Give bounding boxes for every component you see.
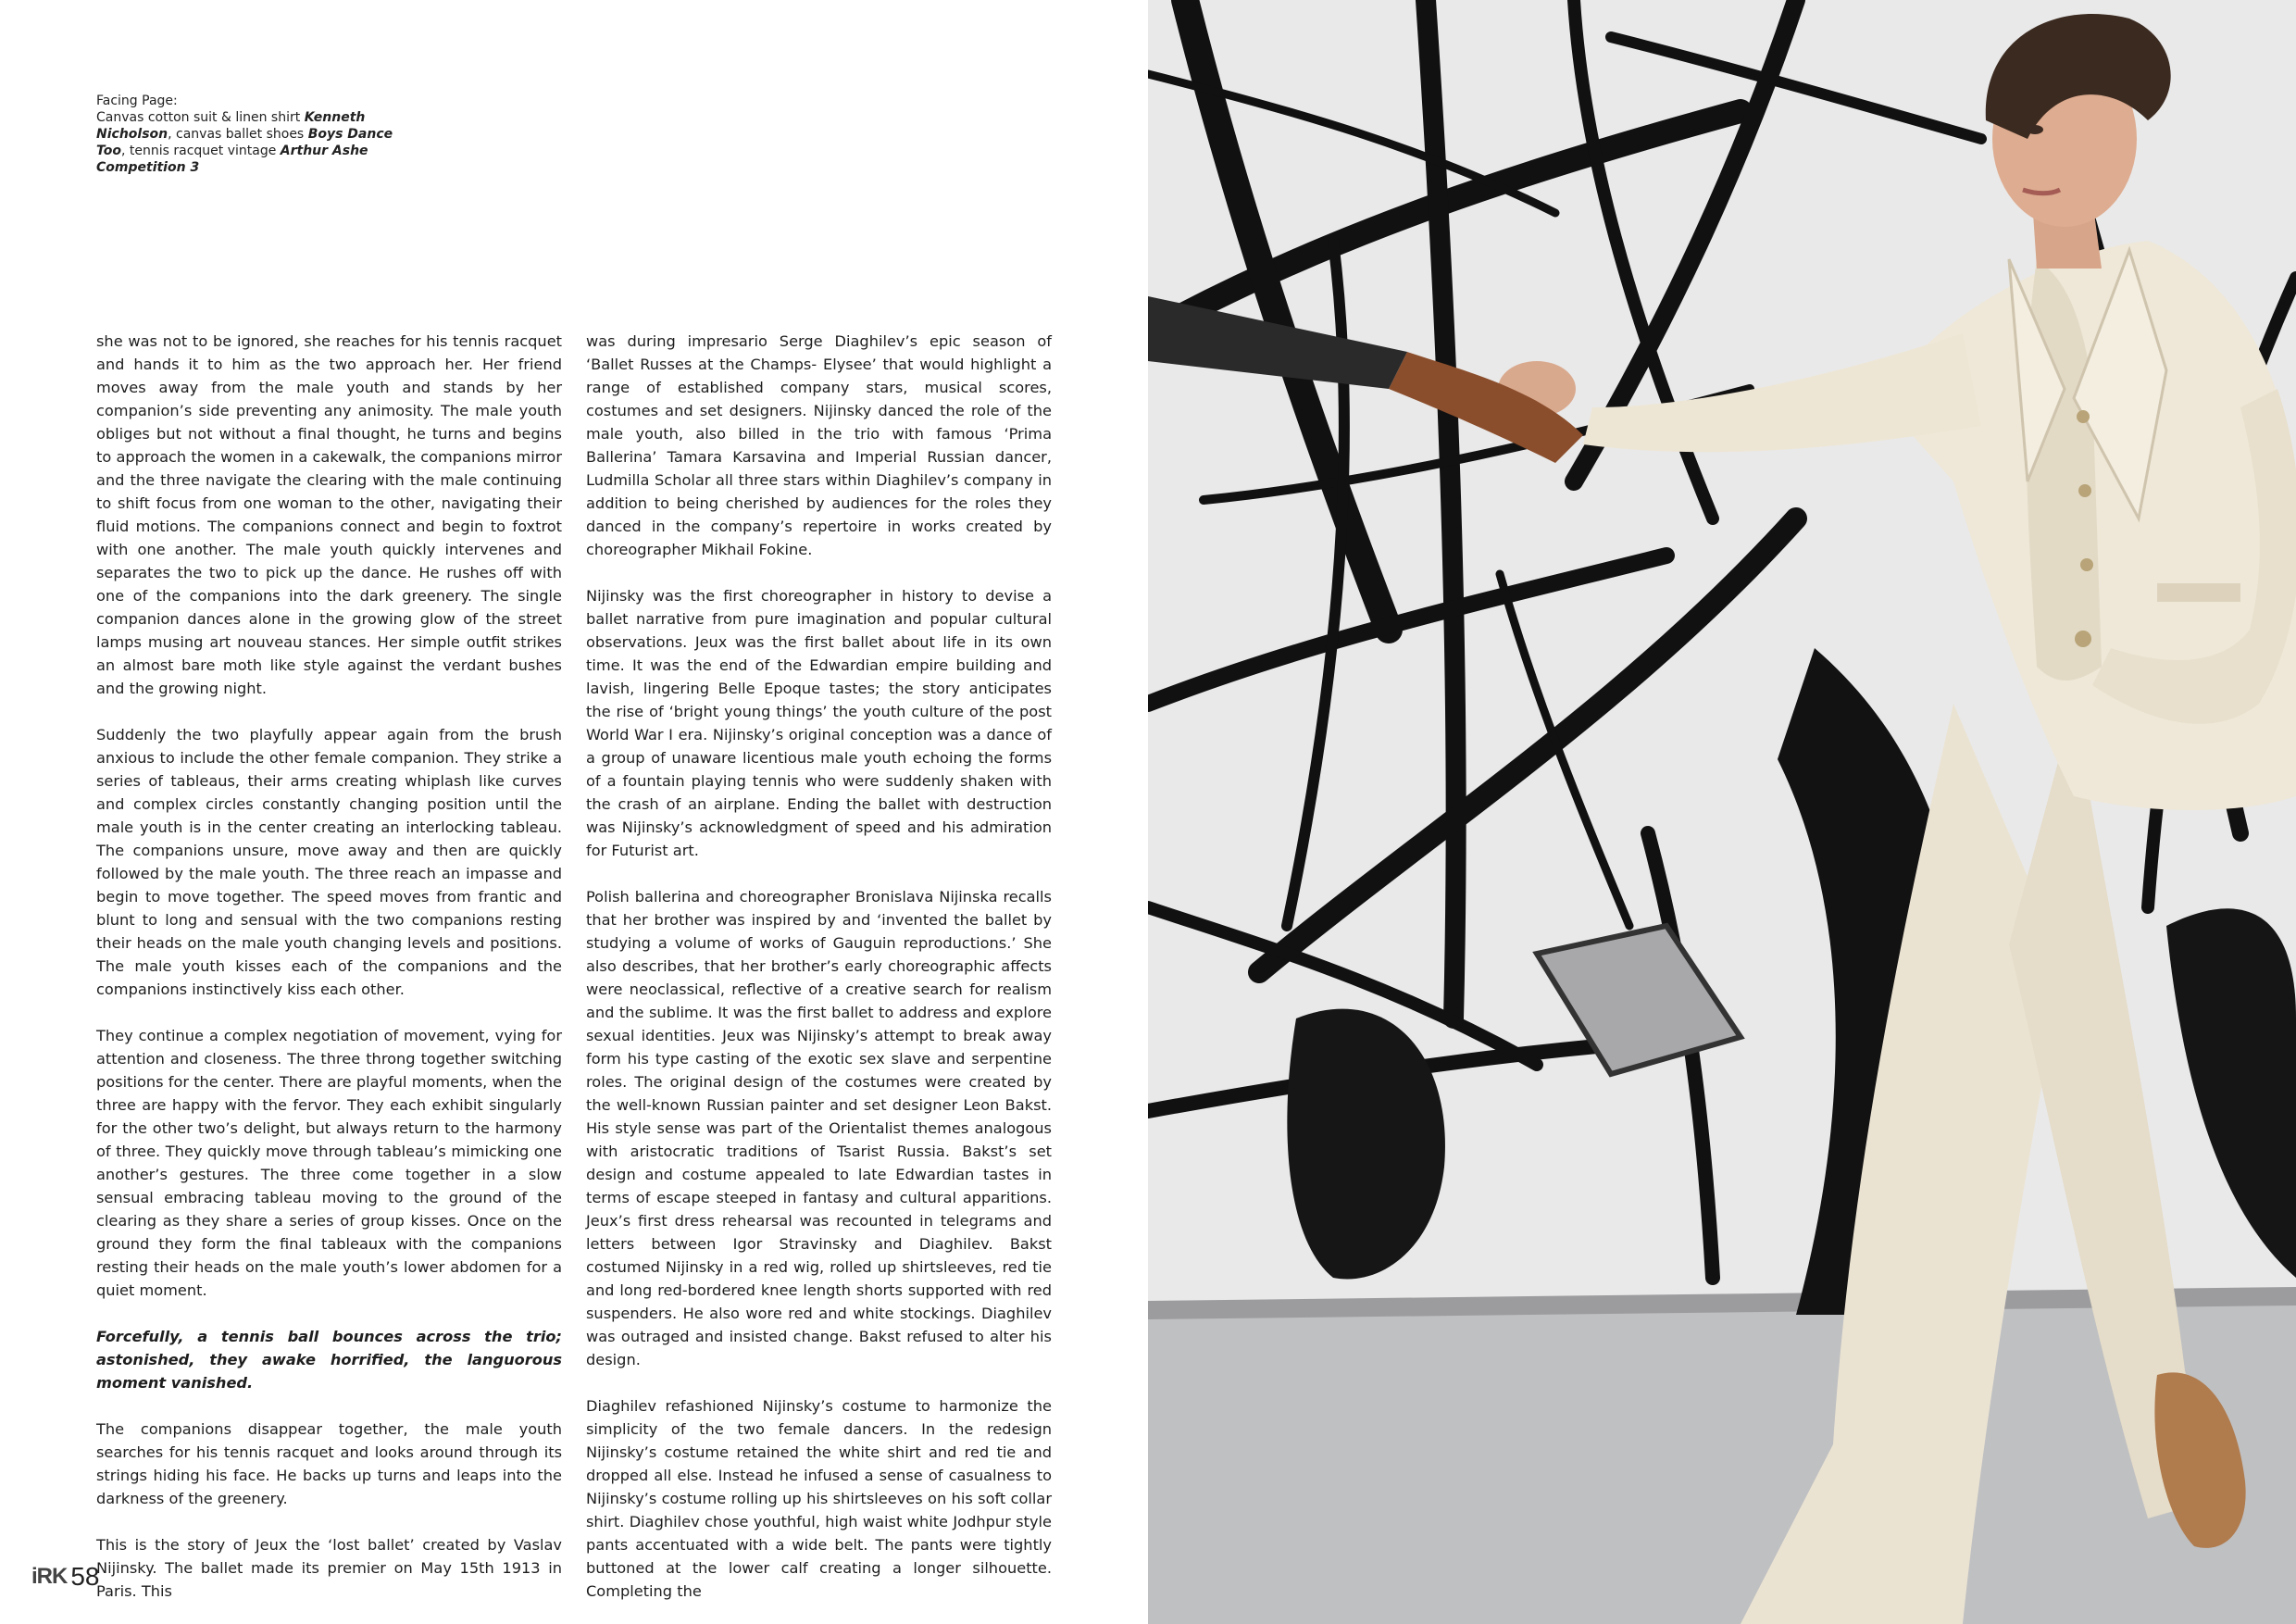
page-number: 58 [70,1562,100,1591]
photo-illustration [1148,0,2296,1624]
credits-label: Facing Page: [96,94,178,108]
credits-item-2: , canvas ballet shoes [168,127,305,142]
credits-brand-3: Arthur Ashe Competition 3 [96,144,368,175]
paragraph: she was not to be ignored, she reaches for his tennis racquet and hands it to him as the two approach her. Her friend moves away from the male youth and stands by her companion’s side preventing any animosity. The male youth obliges but not without a final thought, he turns and begins to approach the women in a cakewalk, the companions mirror and the three navigate the clearing with the male continuing to shift focus from one woman to the other, navigating their fluid motions. The companions connect and begin to foxtrot with one another. The male youth quickly intervenes and separates the two to pick up the dance. He rushes off with one of the companions into the dark greenery. The single companion dances alone in the growing glow of the street lamps musing art nouveau stances. Her simple outfit strikes an almost bare moth like style against the verdant bushes and the growing night. [96,332,562,697]
magazine-logo: iRK [31,1564,68,1589]
paragraph: This is the story of Jeux the ‘lost ballet’ created by Vaslav Nijinsky. The ballet made its premier on May 15th 1913 in Paris. This [96,1536,562,1600]
jacket-pocket [2157,583,2240,602]
paragraph: Nijinsky was the first choreographer in history to devise a ballet narrative from pure imagination and popular cultural observations. Jeux was the first ballet about life in its own time. It was the end of the Edwardian empire building and lavish, lingering Belle Epoque tastes; the story anticipates the rise of ‘bright young things’ the youth culture of the post World War I era. Nijinsky’s original conception was a dance of a group of unaware licentious male youth echoing the forms of a fountain playing tennis who were suddenly shaken with the crash of an airplane. Ending the ballet with destruction was Nijinsky’s acknowledgment of speed and his admiration for Futurist art. [586,587,1052,859]
paragraph: They continue a complex negotiation of movement, vying for attention and closeness. The three throng together switching positions for the center. There are playful moments, when the three are happy with the fervor. They each exhibit singularly for the other two’s delight, but always return to the harmony of three. They quickly move through tableau’s mimicking one another’s gestures. The three come together in a slow sensual embracing tableau moving to the ground of the clearing as they share a series of group kisses. Once on the ground they form the final tableaux with the companions resting their heads on the male youth’s lower abdomen for a quiet moment. [96,1027,562,1299]
paragraph: was during impresario Serge Diaghilev’s epic season of ‘Ballet Russes at the Champs- Elysee’ that would highlight a range of established company stars, musical scores, costumes and set designers. Nijinsky danced the role of the male youth, also billed in the trio with famous ‘Prima Ballerina’ Tamara Karsavina and Imperial Russian dancer, Ludmilla Scholar all three stars within Diaghilev’s company in addition to being cherished by audiences for the roles they danced in the company’s repertoire in works created by choreographer Mikhail Fokine. [586,332,1052,558]
paragraph: Diaghilev refashioned Nijinsky’s costume to harmonize the simplicity of the two female dancers. In the redesign Nijinsky’s costume retained the white shirt and red tie and dropped all else. Instead he infused a sense of casualness to Nijinsky’s costume rolling up his shirtsleeves on his soft collar shirt. Diaghilev chose youthful, high waist white Jodhpur style pants accentuated with a wide belt. The pants were tightly buttoned at the lower calf creating a longer silhouette. Completing the [586,1397,1052,1600]
credits-item-1: Canvas cotton suit & linen shirt [96,110,301,125]
shirt-button [2078,484,2091,497]
emphasis-paragraph: Forcefully, a tennis ball bounces across the trio; astonished, they awake horrified, the languorous moment vanished. [96,1328,562,1392]
credits-brand-2: Boys Dance Too [96,127,393,158]
article-column-right [586,330,1052,1603]
page-folio [31,1561,100,1593]
paragraph: Suddenly the two playfully appear again from the brush anxious to include the other female companion. They strike a series of tableaus, their arms creating whiplash like curves and complex circles constantly changing position until the male youth is in the center creating an interlocking tableau. The companions unsure, move away and then are quickly followed by the male youth. The three reach an impasse and begin to move together. The speed moves from frantic and blunt to long and sensual with the two companions resting their heads on the male youth changing levels and positions. The male youth kisses each of the companions and the companions instinctively kiss each other. [96,726,562,998]
photo-credits [96,93,402,176]
article-column-left [96,330,562,1603]
shirt-button [2077,410,2090,423]
jacket-button [2075,631,2091,647]
credits-brand-1: Kenneth Nicholson [96,110,366,142]
paragraph: The companions disappear together, the male youth searches for his tennis racquet and looks around through its strings hiding his face. He backs up turns and leaps into the darkness of the greenery. [96,1420,562,1507]
fashion-photo [1148,0,2296,1624]
credits-text [96,109,402,176]
paragraph: Polish ballerina and choreographer Bronislava Nijinska recalls that her brother was inspired by and ‘invented the ballet by studying a volume of works of Gauguin reproductions.’ She also describes, that her brother’s early choreographic affects were neoclassical, reflective of a creative search for realism and the sublime. It was the first ballet to address and explore sexual identities. Jeux was Nijinsky’s attempt to break away form his type casting of the exotic sex slave and serpentine roles. The original design of the costumes were created by the well-known Russian painter and set designer Leon Bakst. His style sense was part of the Orientalist themes analogous with aristocratic traditions of Tsarist Russia. Bakst’s set design and costume appealed to late Edwardian tastes in terms of escape steeped in fantasy and cultural apparitions. Jeux’s first dress rehearsal was recounted in telegrams and letters between Igor Stravinsky and Diaghilev. Bakst costumed Nijinsky in a red wig, rolled up shirtsleeves, red tie and long red-bordered knee length shorts supported with red suspenders. He also wore red and white stockings. Diaghilev was outraged and insisted change. Bakst refused to alter his design. [586,888,1052,1368]
credits-item-3: , tennis racquet vintage [120,144,277,158]
eye [2027,125,2043,134]
shirt-button [2080,558,2093,571]
